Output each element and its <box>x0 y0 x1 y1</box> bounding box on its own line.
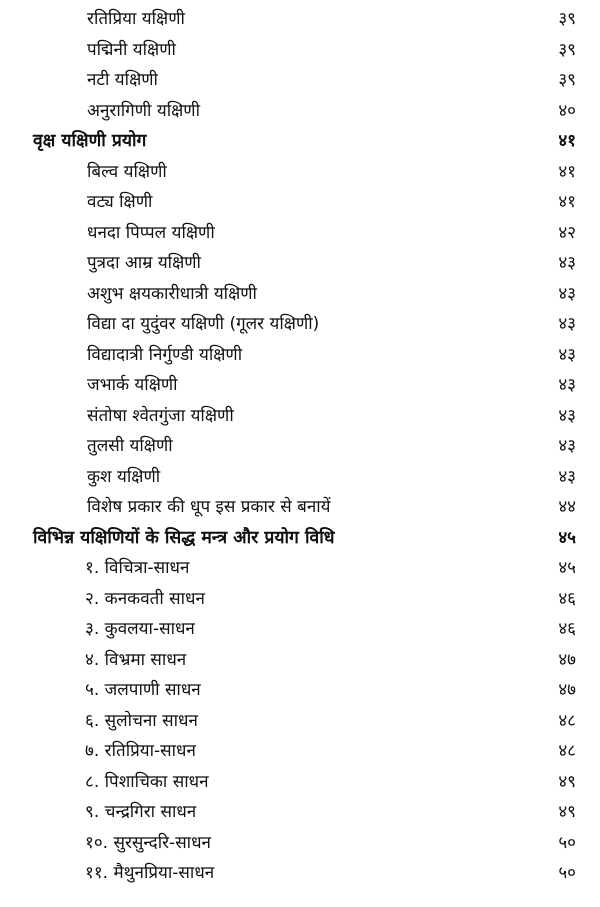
toc-entry <box>0 614 600 645</box>
toc-page-number: ३९ <box>558 70 576 90</box>
toc-entry <box>0 828 600 859</box>
toc-entry <box>0 645 600 676</box>
toc-entry <box>0 218 600 249</box>
toc-page-number: ४९ <box>558 771 576 792</box>
toc-page-number: ४१ <box>558 192 576 212</box>
toc-entry <box>0 309 600 340</box>
table-of-contents <box>0 4 600 889</box>
toc-entry-title: वट्य क्षिणी <box>87 192 153 212</box>
toc-entry-title: अनुरागिणी यक्षिणी <box>87 100 200 121</box>
toc-page-number: ४३ <box>558 405 576 426</box>
toc-page-number: ४३ <box>558 253 576 273</box>
toc-entry-title: पुत्रदा आम्र यक्षिणी <box>87 253 201 273</box>
toc-page-number: ४७ <box>558 680 576 700</box>
toc-entry-title: ५. जलपाणी साधन <box>85 680 201 700</box>
toc-entry <box>0 736 600 767</box>
toc-entry <box>0 340 600 371</box>
toc-entry-title: ३. कुवलया-साधन <box>85 619 195 639</box>
toc-page-number: ४३ <box>558 466 576 487</box>
toc-page-number: ४३ <box>558 436 576 456</box>
toc-page-number: ४३ <box>558 283 576 304</box>
toc-entry <box>0 96 600 127</box>
toc-page-number: ४१ <box>558 131 576 151</box>
toc-entry <box>0 157 600 188</box>
toc-entry <box>0 675 600 706</box>
toc-page-number: ४५ <box>558 558 576 578</box>
toc-page-number: ४३ <box>558 375 576 395</box>
toc-page-number: ४६ <box>558 588 576 609</box>
toc-page-number: ३९ <box>558 39 576 60</box>
toc-page-number: ४३ <box>558 344 576 365</box>
toc-entry-title: विद्या दा युदुंवर यक्षिणी (गूलर यक्षिणी) <box>87 314 320 334</box>
toc-page-number: ४७ <box>558 649 576 670</box>
toc-page-number: ५० <box>558 863 576 883</box>
toc-entry-title: विभिन्न यक्षिणियों के सिद्ध मन्त्र और प्रयोग विधि <box>33 527 335 548</box>
toc-entry-title: वृक्ष यक्षिणी प्रयोग <box>33 131 147 151</box>
toc-page-number: ३९ <box>558 9 576 29</box>
toc-entry-title: कुश यक्षिणी <box>87 466 161 487</box>
toc-entry <box>0 370 600 401</box>
toc-entry <box>0 4 600 35</box>
toc-entry-title: जभार्क यक्षिणी <box>87 375 178 395</box>
toc-entry-title: नटी यक्षिणी <box>87 70 158 90</box>
toc-entry <box>0 401 600 432</box>
toc-entry <box>0 553 600 584</box>
toc-section-heading <box>0 523 600 554</box>
toc-entry <box>0 279 600 310</box>
toc-entry <box>0 187 600 218</box>
toc-entry-title: ११. मैथुनप्रिया-साधन <box>85 863 215 883</box>
toc-entry <box>0 248 600 279</box>
toc-entry-title: २. कनकवती साधन <box>85 588 205 609</box>
toc-entry-title: तुलसी यक्षिणी <box>87 436 173 456</box>
toc-entry-title: ८. पिशाचिका साधन <box>85 771 209 792</box>
toc-entry <box>0 492 600 523</box>
toc-entry <box>0 767 600 798</box>
toc-entry <box>0 584 600 615</box>
toc-entry-title: धनदा पिप्पल यक्षिणी <box>87 222 215 243</box>
toc-entry <box>0 462 600 493</box>
toc-page-number: ४६ <box>558 619 576 639</box>
toc-entry <box>0 858 600 889</box>
toc-entry-title: बिल्व यक्षिणी <box>87 161 167 182</box>
toc-entry-title: १०. सुरसुन्दरि-साधन <box>85 832 211 853</box>
toc-entry-title: ७. रतिप्रिया-साधन <box>85 741 196 761</box>
toc-entry-title: संतोषा श्वेतगुंजा यक्षिणी <box>87 405 234 426</box>
toc-entry <box>0 797 600 828</box>
toc-entry-title: विद्यादात्री निर्गुण्डी यक्षिणी <box>87 344 243 365</box>
toc-page-number: ४५ <box>558 527 576 548</box>
toc-entry <box>0 65 600 96</box>
toc-entry-title: १. विचित्रा-साधन <box>85 558 190 578</box>
toc-page-number: ४९ <box>558 802 576 822</box>
toc-entry-title: ९. चन्द्रगिरा साधन <box>85 802 197 822</box>
toc-page-number: ४४ <box>558 497 576 517</box>
toc-page-number: ४१ <box>558 161 576 182</box>
toc-entry-title: रतिप्रिया यक्षिणी <box>87 9 185 29</box>
toc-page-number: ४८ <box>558 710 576 731</box>
toc-entry-title: पद्मिनी यक्षिणी <box>87 39 176 60</box>
toc-page-number: ४२ <box>558 222 576 243</box>
toc-entry-title: अशुभ क्षयकारीधात्री यक्षिणी <box>87 283 257 304</box>
toc-page-number: ४० <box>558 100 576 121</box>
toc-page-number: ४३ <box>558 314 576 334</box>
toc-entry-title: ४. विभ्रमा साधन <box>85 649 187 670</box>
toc-entry <box>0 431 600 462</box>
toc-section-heading <box>0 126 600 157</box>
toc-entry <box>0 35 600 66</box>
toc-entry <box>0 706 600 737</box>
toc-page-number: ५० <box>558 832 576 853</box>
toc-entry-title: विशेष प्रकार की धूप इस प्रकार से बनायें <box>87 497 331 517</box>
toc-page-number: ४८ <box>558 741 576 761</box>
toc-entry-title: ६. सुलोचना साधन <box>85 710 198 731</box>
